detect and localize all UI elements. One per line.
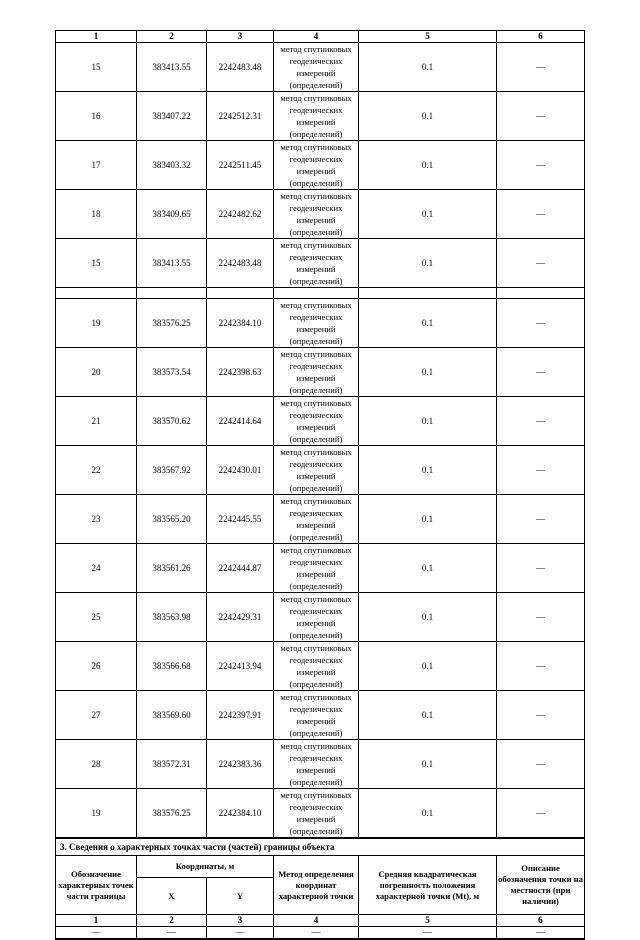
header-description: Описание обозначения точки на местности (при наличии) <box>497 856 585 915</box>
accuracy-value: 0.1 <box>359 789 497 838</box>
description-cell: — <box>497 190 585 239</box>
method-cell: метод спутниковых геодезических измерений (определений) <box>274 141 359 190</box>
method-cell: метод спутниковых геодезических измерений (определений) <box>274 92 359 141</box>
x-coordinate: 383566.68 <box>137 642 207 691</box>
x-coordinate: 383570.62 <box>137 397 207 446</box>
col-number: 2 <box>137 915 207 927</box>
x-coordinate: 383565.20 <box>137 495 207 544</box>
y-coordinate: 2242445.55 <box>207 495 274 544</box>
y-coordinate: 2242483.48 <box>207 43 274 92</box>
x-coordinate: 383407.22 <box>137 92 207 141</box>
x-coordinate: 383409.65 <box>137 190 207 239</box>
y-coordinate: 2242384.10 <box>207 789 274 838</box>
column-number-row <box>56 31 585 43</box>
description-cell: — <box>497 642 585 691</box>
col-number: 3 <box>207 31 274 43</box>
table-row <box>56 789 585 838</box>
table-row <box>56 43 585 92</box>
point-label: 26 <box>56 642 137 691</box>
accuracy-value: 0.1 <box>359 190 497 239</box>
table-row <box>56 593 585 642</box>
col-number: 5 <box>359 31 497 43</box>
point-label: 24 <box>56 544 137 593</box>
contour-separator-row <box>56 288 585 299</box>
description-cell: — <box>497 495 585 544</box>
x-coordinate: 383576.25 <box>137 299 207 348</box>
table-row <box>56 92 585 141</box>
header-point-label: Обозначение характерных точек части границы <box>56 856 137 915</box>
x-coordinate: 383413.55 <box>137 43 207 92</box>
accuracy-value: 0.1 <box>359 141 497 190</box>
table-row <box>56 239 585 288</box>
method-cell: метод спутниковых геодезических измерений (определений) <box>274 691 359 740</box>
x-coordinate: 383561.26 <box>137 544 207 593</box>
table-row <box>56 190 585 239</box>
point-label: 23 <box>56 495 137 544</box>
accuracy-value: 0.1 <box>359 299 497 348</box>
empty-cell: — <box>497 927 585 940</box>
accuracy-value: 0.1 <box>359 239 497 288</box>
method-cell: метод спутниковых геодезических измерений (определений) <box>274 348 359 397</box>
col-number: 1 <box>56 915 137 927</box>
document-sheet <box>55 30 584 940</box>
col-number: 4 <box>274 31 359 43</box>
accuracy-value: 0.1 <box>359 43 497 92</box>
empty-cell: — <box>56 927 137 940</box>
y-coordinate: 2242512.31 <box>207 92 274 141</box>
y-coordinate: 2242413.94 <box>207 642 274 691</box>
col-number: 3 <box>207 915 274 927</box>
table-row <box>56 495 585 544</box>
point-label: 15 <box>56 43 137 92</box>
method-cell: метод спутниковых геодезических измерений (определений) <box>274 43 359 92</box>
point-label: 22 <box>56 446 137 495</box>
x-coordinate: 383573.54 <box>137 348 207 397</box>
table-row <box>56 740 585 789</box>
accuracy-value: 0.1 <box>359 691 497 740</box>
x-coordinate: 383403.32 <box>137 141 207 190</box>
description-cell: — <box>497 544 585 593</box>
x-coordinate: 383569.60 <box>137 691 207 740</box>
point-label: 17 <box>56 141 137 190</box>
method-cell: метод спутниковых геодезических измерений (определений) <box>274 789 359 838</box>
col-number: 5 <box>359 915 497 927</box>
method-cell: метод спутниковых геодезических измерений (определений) <box>274 299 359 348</box>
table-row <box>56 141 585 190</box>
description-cell: — <box>497 92 585 141</box>
x-coordinate: 383576.25 <box>137 789 207 838</box>
method-cell: метод спутниковых геодезических измерений (определений) <box>274 740 359 789</box>
empty-data-row <box>56 927 585 940</box>
x-coordinate: 383567.92 <box>137 446 207 495</box>
header-accuracy: Средняя квадратическая погрешность положения характерной точки (Mt), м <box>359 856 497 915</box>
col-number: 1 <box>56 31 137 43</box>
accuracy-value: 0.1 <box>359 544 497 593</box>
table-row <box>56 299 585 348</box>
y-coordinate: 2242483.48 <box>207 239 274 288</box>
table-row <box>56 544 585 593</box>
y-coordinate: 2242384.10 <box>207 299 274 348</box>
y-coordinate: 2242429.31 <box>207 593 274 642</box>
empty-cell: — <box>274 927 359 940</box>
accuracy-value: 0.1 <box>359 397 497 446</box>
accuracy-value: 0.1 <box>359 446 497 495</box>
table-row <box>56 446 585 495</box>
y-coordinate: 2242511.45 <box>207 141 274 190</box>
accuracy-value: 0.1 <box>359 348 497 397</box>
section3-table <box>55 837 585 940</box>
section-title: 3. Сведения о характерных точках части (частей) границы объекта <box>56 838 585 856</box>
point-label: 21 <box>56 397 137 446</box>
col-number: 2 <box>137 31 207 43</box>
table-row <box>56 691 585 740</box>
description-cell: — <box>497 789 585 838</box>
point-label: 28 <box>56 740 137 789</box>
method-cell: метод спутниковых геодезических измерений (определений) <box>274 446 359 495</box>
x-coordinate: 383563.98 <box>137 593 207 642</box>
method-cell: метод спутниковых геодезических измерений (определений) <box>274 642 359 691</box>
accuracy-value: 0.1 <box>359 642 497 691</box>
description-cell: — <box>497 299 585 348</box>
y-coordinate: 2242414.64 <box>207 397 274 446</box>
y-coordinate: 2242444.87 <box>207 544 274 593</box>
empty-cell: — <box>207 927 274 940</box>
accuracy-value: 0.1 <box>359 593 497 642</box>
header-x: X <box>137 878 207 915</box>
description-cell: — <box>497 348 585 397</box>
method-cell: метод спутниковых геодезических измерений (определений) <box>274 495 359 544</box>
col-number: 6 <box>497 31 585 43</box>
header-coordinates: Координаты, м <box>137 856 274 878</box>
description-cell: — <box>497 397 585 446</box>
boundary-points-table <box>55 30 585 838</box>
point-label: 27 <box>56 691 137 740</box>
col-number: 4 <box>274 915 359 927</box>
section-title-row <box>56 838 585 856</box>
table-row <box>56 642 585 691</box>
point-label: 16 <box>56 92 137 141</box>
empty-cell: — <box>137 927 207 940</box>
table-row <box>56 397 585 446</box>
accuracy-value: 0.1 <box>359 92 497 141</box>
x-coordinate: 383413.55 <box>137 239 207 288</box>
description-cell: — <box>497 593 585 642</box>
y-coordinate: 2242397.91 <box>207 691 274 740</box>
point-label: 25 <box>56 593 137 642</box>
method-cell: метод спутниковых геодезических измерений (определений) <box>274 544 359 593</box>
description-cell: — <box>497 239 585 288</box>
table-row <box>56 348 585 397</box>
header-method: Метод определения координат характерной точки <box>274 856 359 915</box>
y-coordinate: 2242398.63 <box>207 348 274 397</box>
section3-column-number-row <box>56 915 585 927</box>
col-number: 6 <box>497 915 585 927</box>
method-cell: метод спутниковых геодезических измерений (определений) <box>274 593 359 642</box>
method-cell: метод спутниковых геодезических измерений (определений) <box>274 239 359 288</box>
x-coordinate: 383572.31 <box>137 740 207 789</box>
description-cell: — <box>497 740 585 789</box>
description-cell: — <box>497 141 585 190</box>
header-y: Y <box>207 878 274 915</box>
point-label: 19 <box>56 299 137 348</box>
point-label: 19 <box>56 789 137 838</box>
description-cell: — <box>497 691 585 740</box>
description-cell: — <box>497 43 585 92</box>
accuracy-value: 0.1 <box>359 495 497 544</box>
y-coordinate: 2242482.62 <box>207 190 274 239</box>
y-coordinate: 2242430.01 <box>207 446 274 495</box>
method-cell: метод спутниковых геодезических измерений (определений) <box>274 397 359 446</box>
point-label: 20 <box>56 348 137 397</box>
description-cell: — <box>497 446 585 495</box>
point-label: 15 <box>56 239 137 288</box>
y-coordinate: 2242383.36 <box>207 740 274 789</box>
empty-cell: — <box>359 927 497 940</box>
accuracy-value: 0.1 <box>359 740 497 789</box>
point-label: 18 <box>56 190 137 239</box>
method-cell: метод спутниковых геодезических измерений (определений) <box>274 190 359 239</box>
